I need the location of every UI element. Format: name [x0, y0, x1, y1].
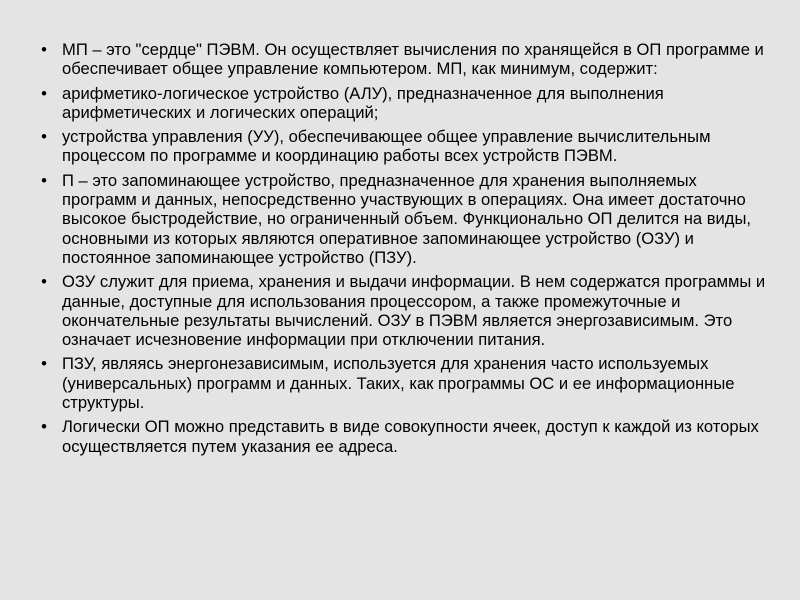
bullet-text: МП – это "сердце" ПЭВМ. Он осуществляет вычисления по хранящейся в ОП программе и обеспечивает общее управление компьютером. МП, как минимум, содержит:: [62, 40, 764, 79]
bullet-icon: •: [41, 127, 47, 147]
bullet-text: П – это запоминающее устройство, предназначенное для хранения выполняемых программ и данных, непосредственно участвующих в операциях. Она имеет достаточно высокое быстродействие, но ограниченный объем. Функционально ОП делится на виды, основными из которых являются оперативное запоминающее устройство (ОЗУ) и постоянное запоминающее устройство (ПЗУ).: [62, 170, 752, 267]
bullet-item-mp: [36, 40, 776, 79]
bullet-list: [36, 40, 776, 461]
bullet-item-alu: [36, 84, 776, 123]
bullet-text: устройства управления (УУ), обеспечивающее общее управление вычислительным процессом по программе и координацию работы всех устройств ПЭВМ.: [62, 127, 711, 166]
bullet-text: арифметико-логическое устройство (АЛУ), предназначенное для выполнения арифметических и логических операций;: [62, 83, 664, 122]
bullet-icon: •: [41, 272, 47, 292]
bullet-item-cells: [36, 417, 776, 456]
bullet-text: ОЗУ служит для приема, хранения и выдачи информации. В нем содержатся программы и данные, доступные для использования процессором, а также промежуточные и окончательные результаты вычислений. ОЗУ в ПЭВМ является энергозависимым. Это означает исчезновение информации при отключении питания.: [62, 272, 766, 350]
bullet-item-uu: [36, 127, 776, 166]
bullet-item-pzu: [36, 354, 776, 412]
bullet-icon: •: [41, 417, 47, 437]
bullet-text: ПЗУ, являясь энергонезависимым, используется для хранения часто используемых (универсальных) программ и данных. Таких, как программы ОС и ее информационные структуры.: [62, 354, 735, 413]
bullet-icon: •: [41, 40, 47, 59]
bullet-text: Логически ОП можно представить в виде совокупности ячеек, доступ к каждой из которых осуществляется путем указания ее адреса.: [62, 417, 759, 456]
bullet-item-op: [36, 171, 776, 267]
bullet-icon: •: [41, 354, 47, 374]
bullet-item-ozu: [36, 272, 776, 349]
bullet-icon: •: [41, 83, 47, 103]
bullet-icon: •: [41, 170, 47, 190]
